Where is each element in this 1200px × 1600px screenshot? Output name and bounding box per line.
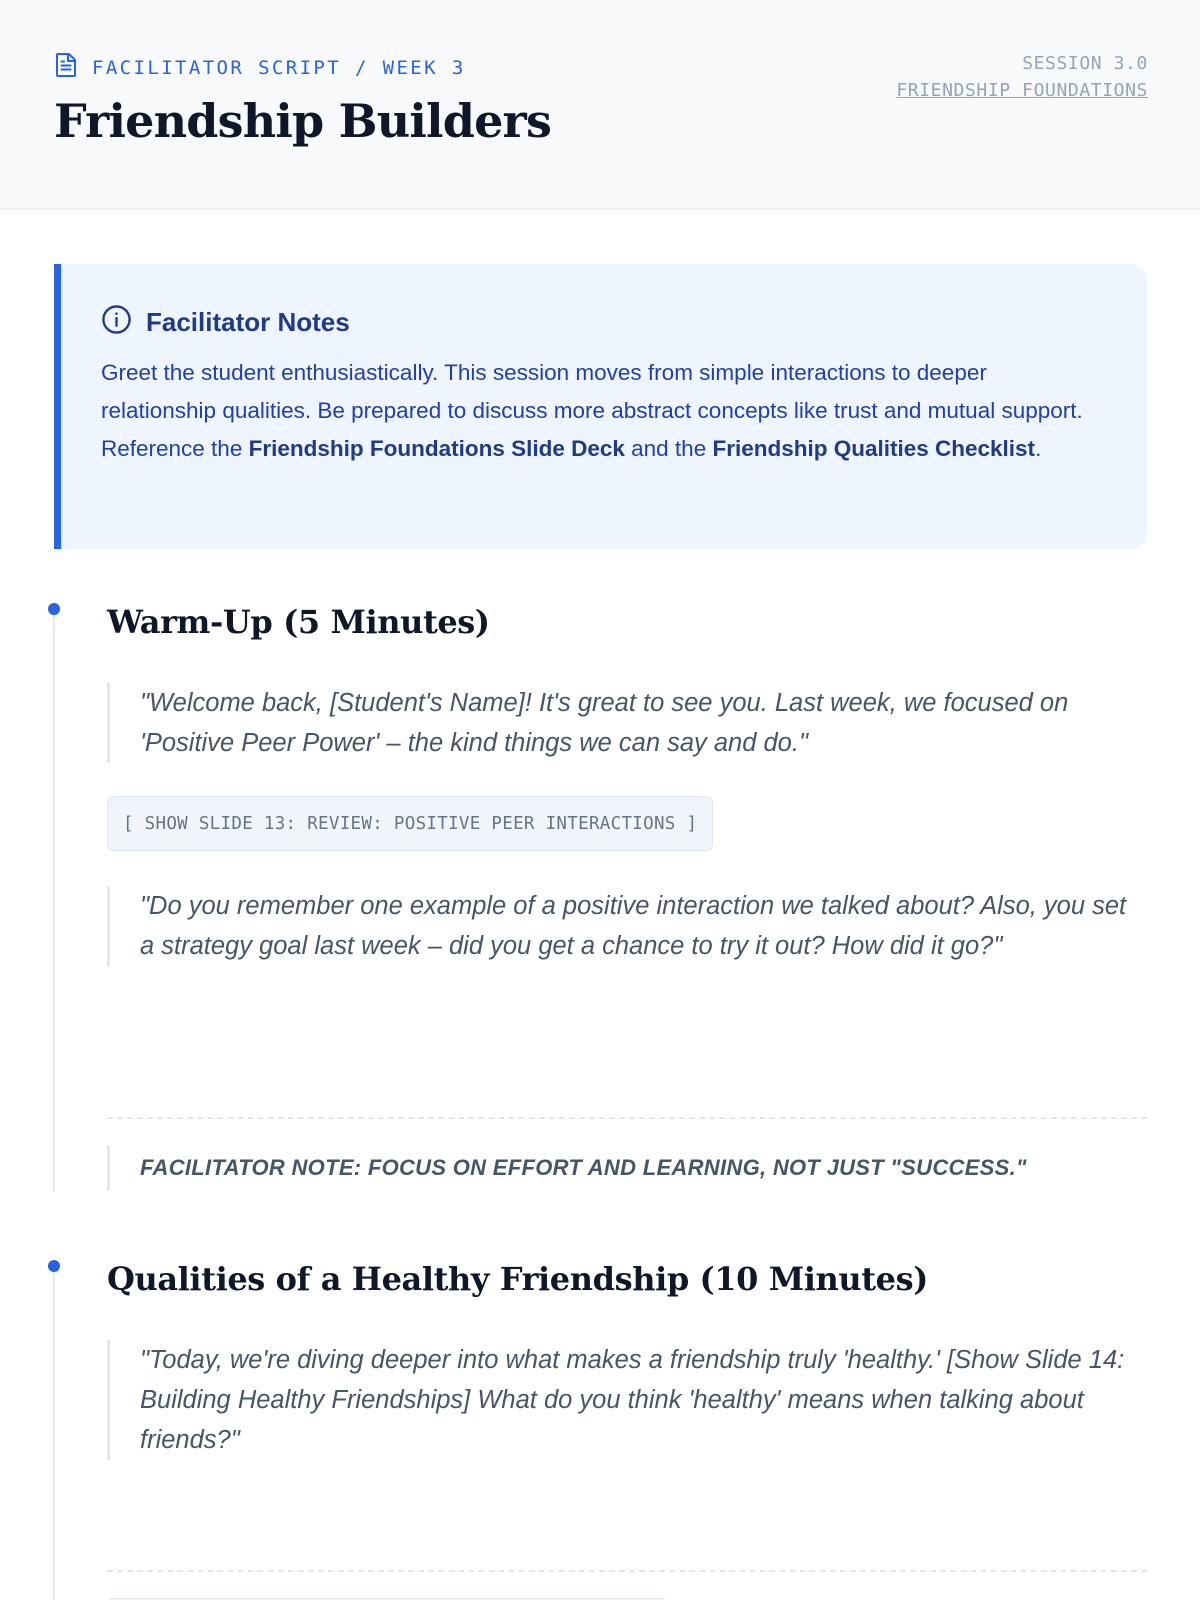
section-title-qualities: Qualities of a Healthy Friendship (10 Minutes) — [107, 1260, 928, 1298]
timeline-line — [53, 610, 55, 1192]
page-title: Friendship Builders — [54, 94, 552, 148]
timeline-line — [53, 1267, 55, 1600]
notes-title: Facilitator Notes — [146, 306, 350, 337]
slide-cue: [ SHOW SLIDE 13: REVIEW: POSITIVE PEER INTERACTIONS ] — [107, 796, 713, 851]
session-meta — [896, 53, 1148, 101]
notes-body-text: Greet the student enthusiastically. This session moves from simple interactions to deeper relationship qualities. Be prepared to discuss more abstract concepts like trust and mutual support. Reference the — [101, 360, 1083, 461]
document-icon — [54, 52, 78, 83]
script-quote: "Welcome back, [Student's Name]! It's great to see you. Last week, we focused on 'Positive Peer Power' – the kind things we can say and do." — [107, 683, 1147, 763]
section-divider — [107, 1570, 1147, 1572]
eyebrow-text: FACILITATOR SCRIPT / WEEK 3 — [92, 56, 466, 79]
resource-checklist: Friendship Qualities Checklist — [712, 436, 1036, 461]
page-header — [0, 0, 1200, 210]
section-divider — [107, 1117, 1147, 1119]
section-title-warm-up: Warm-Up (5 Minutes) — [107, 603, 490, 641]
info-circle-icon — [101, 304, 132, 340]
resource-slide-deck: Friendship Foundations Slide Deck — [248, 436, 625, 461]
facilitator-notes-callout — [54, 264, 1147, 549]
script-quote: "Today, we're diving deeper into what makes a friendship truly 'healthy.' [Show Slide 14: Building Healthy Friendships] What do you think 'healthy' means when talking about friends?" — [107, 1340, 1147, 1460]
session-link[interactable]: FRIENDSHIP FOUNDATIONS — [896, 80, 1148, 101]
notes-body-text: and the — [624, 436, 713, 461]
script-quote: "Do you remember one example of a positive interaction we talked about? Also, you set a strategy goal last week – did you get a chance to try it out? How did it go?" — [107, 886, 1147, 966]
timeline-dot — [48, 1260, 60, 1272]
timeline-dot — [48, 603, 60, 615]
session-code: SESSION 3.0 — [1022, 53, 1148, 74]
facilitator-note: FACILITATOR NOTE: FOCUS ON EFFORT AND LEARNING, NOT JUST "SUCCESS." — [107, 1145, 1147, 1191]
notes-body-text: . — [1035, 436, 1042, 461]
notes-body — [101, 354, 1105, 468]
eyebrow — [54, 52, 466, 83]
notes-header — [101, 304, 1105, 340]
